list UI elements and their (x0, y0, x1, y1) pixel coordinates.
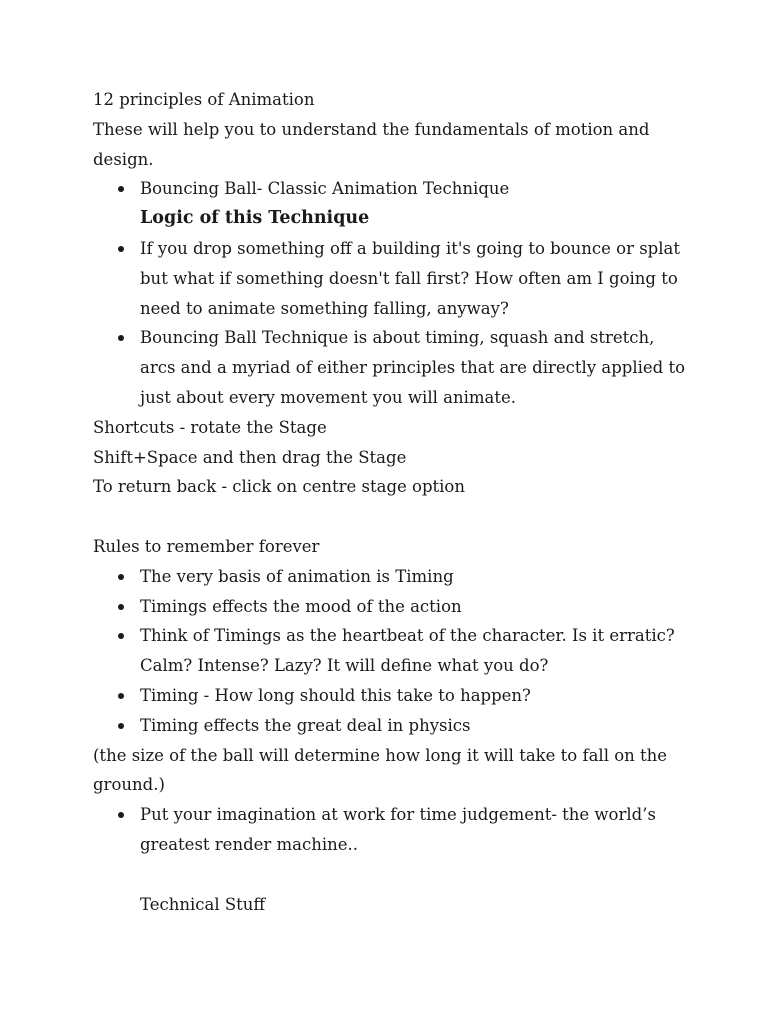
list-item: Think of Timings as the heartbeat of the character. Is it erratic? Calm? Intense? Lazy? It will define what you do? (140, 621, 693, 681)
rules-heading: Rules to remember forever (93, 536, 320, 556)
document-title: 12 principles of Animation (93, 90, 315, 109)
intro-paragraph: These will help you to understand the fundamentals of motion and design. (93, 119, 650, 169)
section-subheading: Logic of this Technique (140, 208, 370, 229)
shortcut-line: Shift+Space and then drag the Stage (93, 447, 407, 467)
shortcut-line: To return back - click on centre stage option (93, 477, 465, 497)
technique-list (93, 174, 693, 204)
note-paragraph: (the size of the ball will determine how long it will take to fall on the ground.) (93, 745, 668, 795)
list-item: Timing - How long should this take to happen? (140, 681, 693, 711)
imagination-list (93, 800, 693, 860)
list-item: Put your imagination at work for time judgement- the world’s greatest render machine.. (140, 800, 693, 860)
list-item: Timings effects the mood of the action (140, 592, 693, 622)
technical-heading: Technical Stuff (140, 894, 266, 914)
blank-line (93, 502, 693, 532)
list-item: The very basis of animation is Timing (140, 562, 693, 592)
rules-list (93, 562, 693, 741)
list-item: Timing effects the great deal in physics (140, 711, 693, 741)
list-item: Bouncing Ball Technique is about timing, squash and stretch, arcs and a myriad of either principles that are directly applied to just about every movement you will animate. (140, 323, 693, 412)
logic-list (93, 234, 693, 413)
list-item: Bouncing Ball- Classic Animation Technique (140, 174, 693, 204)
shortcut-line: Shortcuts - rotate the Stage (93, 417, 327, 437)
blank-line (93, 860, 693, 890)
list-item: If you drop something off a building it's going to bounce or splat but what if something doesn't fall first? How often am I going to need to animate something falling, anyway? (140, 234, 693, 323)
document-page (93, 85, 693, 919)
